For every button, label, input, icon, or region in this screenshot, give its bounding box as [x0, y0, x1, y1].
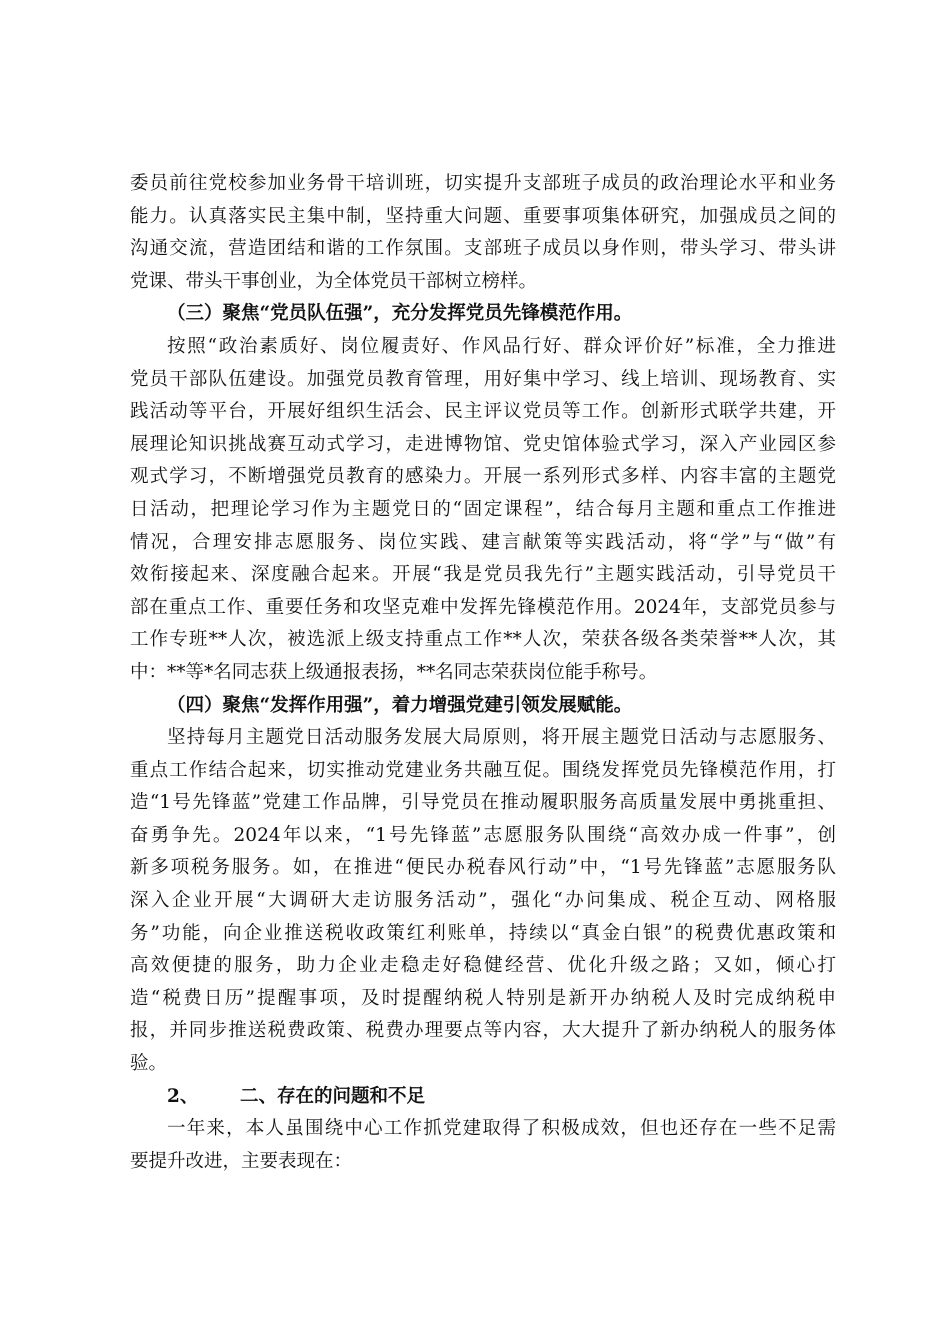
heading-problems-section — [130, 1081, 836, 1114]
text-line: 造“税费日历”提醒事项，及时提醒纳税人特别是新开办纳税人及时完成纳税申 — [130, 987, 836, 1009]
text-line: 奋勇争先。2024年以来，“1号先锋蓝”志愿服务队围绕“高效办成一件事”，创 — [130, 824, 836, 846]
text-line: 一年来，本人虽围绕中心工作抓党建取得了积极成效，但也还存在一些不足需 — [167, 1118, 836, 1140]
text-line: 深入企业开展“大调研大走访服务活动”，强化“办问集成、税企互动、网格服 — [130, 890, 836, 912]
section-number: 2、 — [167, 1085, 199, 1107]
text-line: 沟通交流，营造团结和谐的工作氛围。支部班子成员以身作则，带头学习、带头讲 — [130, 238, 836, 260]
text-line: 部在重点工作、重要任务和攻坚克难中发挥先锋模范作用。2024年，支部党员参与 — [130, 596, 836, 618]
text-line: 展理论知识挑战赛互动式学习，走进博物馆、党史馆体验式学习，深入产业园区参 — [130, 433, 836, 455]
text-line: 高效便捷的服务，助力企业走稳走好稳健经营、优化升级之路；又如，倾心打 — [130, 955, 836, 977]
paragraph-party-committee — [130, 168, 836, 298]
text-line: 务”功能，向企业推送税收政策红利账单，持续以“真金白银”的税费优惠政策和 — [130, 922, 836, 944]
paragraph-problems-intro — [130, 1113, 836, 1178]
text-line: 坚持每月主题党日活动服务发展大局原则，将开展主题党日活动与志愿服务、 — [167, 727, 836, 749]
text-line: 践活动等平台，开展好组织生活会、民主评议党员等工作。创新形式联学共建，开 — [130, 401, 836, 423]
heading-section-3: （三）聚焦“党员队伍强”，充分发挥党员先锋模范作用。 — [167, 303, 633, 325]
text-line: 党员干部队伍建设。加强党员教育管理，用好集中学习、线上培训、现场教育、实 — [130, 368, 836, 390]
text-line: 重点工作结合起来，切实推动党建业务共融互促。围绕发挥党员先锋模范作用，打 — [130, 759, 836, 781]
section-title: 二、存在的问题和不足 — [240, 1085, 426, 1107]
text-line: 效衔接起来、深度融合起来。开展“我是党员我先行”主题实践活动，引导党员干 — [130, 564, 836, 586]
paragraph-party-team — [130, 331, 836, 690]
text-line: 新多项税务服务。如，在推进“便民办税春风行动”中，“1号先锋蓝”志愿服务队 — [130, 857, 836, 879]
document-body — [130, 168, 836, 1178]
text-line: 委员前往党校参加业务骨干培训班，切实提升支部班子成员的政治理论水平和业务 — [130, 173, 836, 194]
text-line: 中：**等*名同志获上级通报表扬，**名同志荣获岗位能手称号。 — [130, 661, 658, 683]
text-line: 党课、带头干事创业，为全体党员干部树立榜样。 — [130, 270, 538, 292]
text-line: 按照“政治素质好、岗位履责好、作风品行好、群众评价好”标准，全力推进 — [167, 335, 836, 357]
text-line: 日活动，把理论学习作为主题党日的“固定课程”，结合每月主题和重点工作推进 — [130, 498, 836, 520]
paragraph-party-building-role — [130, 722, 836, 1081]
text-line: 要提升改进，主要表现在： — [130, 1150, 353, 1172]
text-line: 能力。认真落实民主集中制，坚持重大问题、重要事项集体研究，加强成员之间的 — [130, 205, 836, 227]
text-line: 验。 — [130, 1053, 168, 1075]
text-line: 观式学习，不断增强党员教育的感染力。开展一系列形式多样、内容丰富的主题党 — [130, 466, 836, 488]
heading-section-4: （四）聚焦“发挥作用强”，着力增强党建引领发展赋能。 — [167, 694, 633, 716]
text-line: 工作专班**人次，被选派上级支持重点工作**人次，荣获各级各类荣誉**人次，其 — [130, 629, 836, 651]
text-line: 造“1号先锋蓝”党建工作品牌，引导党员在推动履职服务高质量发展中勇挑重担、 — [130, 792, 836, 814]
text-line: 情况，合理安排志愿服务、岗位实践、建言献策等实践活动，将“学”与“做”有 — [130, 531, 836, 553]
text-line: 报，并同步推送税费政策、税费办理要点等内容，大大提升了新办纳税人的服务体 — [130, 1020, 836, 1042]
